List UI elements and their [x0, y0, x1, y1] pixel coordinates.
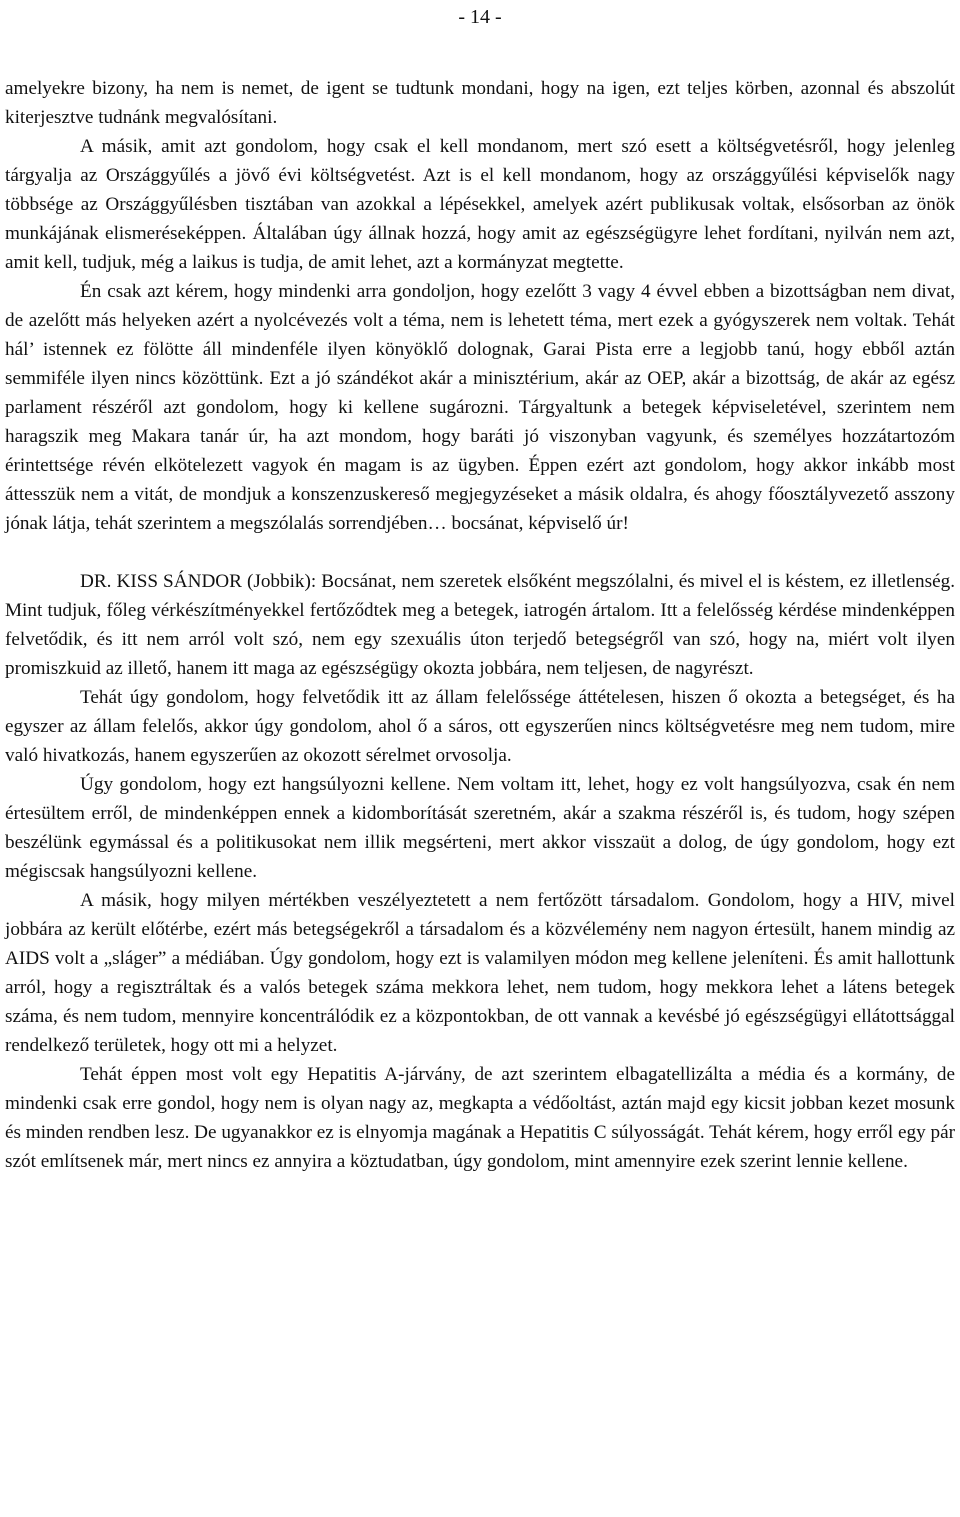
paragraph-state-responsibility: Tehát úgy gondolom, hogy felvetődik itt az állam felelőssége áttételesen, hiszen ő okozta a betegséget, és ha egyszer az állam felelős, akkor úgy gondolom, ahol ő a sáros, ott egyszerűen nincs költségvetésre meg nem tudom, mire való hivatkozás, hanem egyszerűen az okozott sérelmet orvosolja. [5, 687, 955, 766]
paragraph-request: Én csak azt kérem, hogy mindenki arra gondoljon, hogy ezelőtt 3 vagy 4 évvel ebben a bizottságban nem divat, de azelőtt más helyeken azért a nyolcévezés volt a téma, nem is lehetett téma, mert ezek a gyógyszerek nem voltak. Tehát hál’ istennek ez fölötte áll mindenféle ilyen könyöklő dolognak, Garai Pista erre a legjobb tanú, hogy ebből aztán semmiféle ilyen nincs közöttünk. Ezt a jó szándékot akár a minisztérium, akár az OEP, akár a bizottság, de akár az egész parlament részéről azt gondolom, hogy ki kellene sugározni. Tárgyaltunk a betegek képviseletével, szerintem nem haragszik meg Makara tanár úr, ha azt mondom, hogy baráti jó viszonyban vagyunk, és személyes hozzátartozóm érintettsége révén elkötelezett vagyok én magam is az ügyben. Éppen ezért azt gondolom, hogy akkor inkább most áttesszük nem a vitát, de mondjuk a konszenzuskereső megjegyzéseket a másik oldalra, és ahogy főosztályvezető asszony jónak látja, tehát szerintem a megszólalás sorrendjében… bocsánat, képviselő úr! [5, 281, 955, 534]
paragraph-gap [5, 538, 955, 567]
paragraph-society-risk: A másik, hogy milyen mértékben veszélyeztetett a nem fertőzött társadalom. Gondolom, hogy a HIV, mivel jobbára az került előtérbe, ezért más betegségekről a társadalom és a közvélemény nem nagyon értesült, hanem mindig az AIDS volt a „sláger” a médiában. Úgy gondolom, hogy ezt is valamilyen módon meg kellene jeleníteni. És amit hallottunk arról, hogy a regisztráltak és a valós betegek száma mekkora lehet, nem tudom, hogy mekkora lehet a látens betegek száma, és nem tudom, mennyire koncentrálódik ez a központokban, de ott vannak a kevésbé jó egészségügyi ellátottsággal rendelkező területek, hogy ott mi a helyzet. [5, 890, 955, 1056]
paragraph-hepatitis: Tehát éppen most volt egy Hepatitis A-járvány, de azt szerintem elbagatellizálta a média és a kormány, de mindenki csak erre gondol, hogy nem is olyan nagy az, megkapta a védőoltást, aztán majd egy kicsit jobban kezet mosunk és minden rendben lesz. De ugyanakkor ez is elnyomja magának a Hepatitis C súlyosságát. Tehát kérem, hogy erről egy pár szót említsenek már, mert nincs ez annyira a köztudatban, úgy gondolom, mint amennyire ezek szerint lennie kellene. [5, 1064, 955, 1172]
paragraph-continuation: amelyekre bizony, ha nem is nemet, de igent se tudtunk mondani, hogy na igen, ezt teljes körben, azonnal és abszolút kiterjesztve tudnánk megvalósítani. [5, 78, 955, 128]
page-number: - 14 - [458, 6, 502, 28]
paragraph-speaker-kiss: DR. KISS SÁNDOR (Jobbik): Bocsánat, nem szeretek elsőként megszólalni, és mivel el is késtem, ez illetlenség. Mint tudjuk, főleg vérkészítményekkel fertőződtek meg a betegek, iatrogén ártalom. Itt a felelősség kérdése mindenképpen felvetődik, és itt nem arról volt szó, nem egy szexuális úton terjedő betegségről van szó, hogy na, miért volt ilyen promiszkuid az illető, hanem itt maga az egészségügy okozta jobbára, nem teljesen, de nagyrészt. [5, 571, 955, 679]
paragraph-budget: A másik, amit azt gondolom, hogy csak el kell mondanom, mert szó esett a költségvetésről, hogy jelenleg tárgyalja az Országgyűlés a jövő évi költségvetést. Azt is el kell mondanom, hogy az országgyűlési képviselők nagy többsége az Országgyűlésben tisztában van azokkal a lépésekkel, amelyek azért publikusak voltak, elsősorban az önök munkájának elismeréseképpen. Általában úgy állnak hozzá, hogy amit az egészségügyre lehet fordítani, nyilván nem azt, amit kell, tudjuk, még a laikus is tudja, de amit lehet, azt a kormányzat megtette. [5, 136, 955, 273]
paragraph-emphasis: Úgy gondolom, hogy ezt hangsúlyozni kellene. Nem voltam itt, lehet, hogy ez volt hangsúlyozva, csak én nem értesültem erről, de mindenképpen ennek a kidomborítását szeretném, akár a szakma részéről is, és tudom, hogy szépen beszélünk egymással és a politikusokat nem illik megsérteni, mert akkor visszaüt a dolog, de úgy gondolom, hogy ezt mégiscsak hangsúlyozni kellene. [5, 774, 955, 882]
document-body [5, 74, 955, 1176]
